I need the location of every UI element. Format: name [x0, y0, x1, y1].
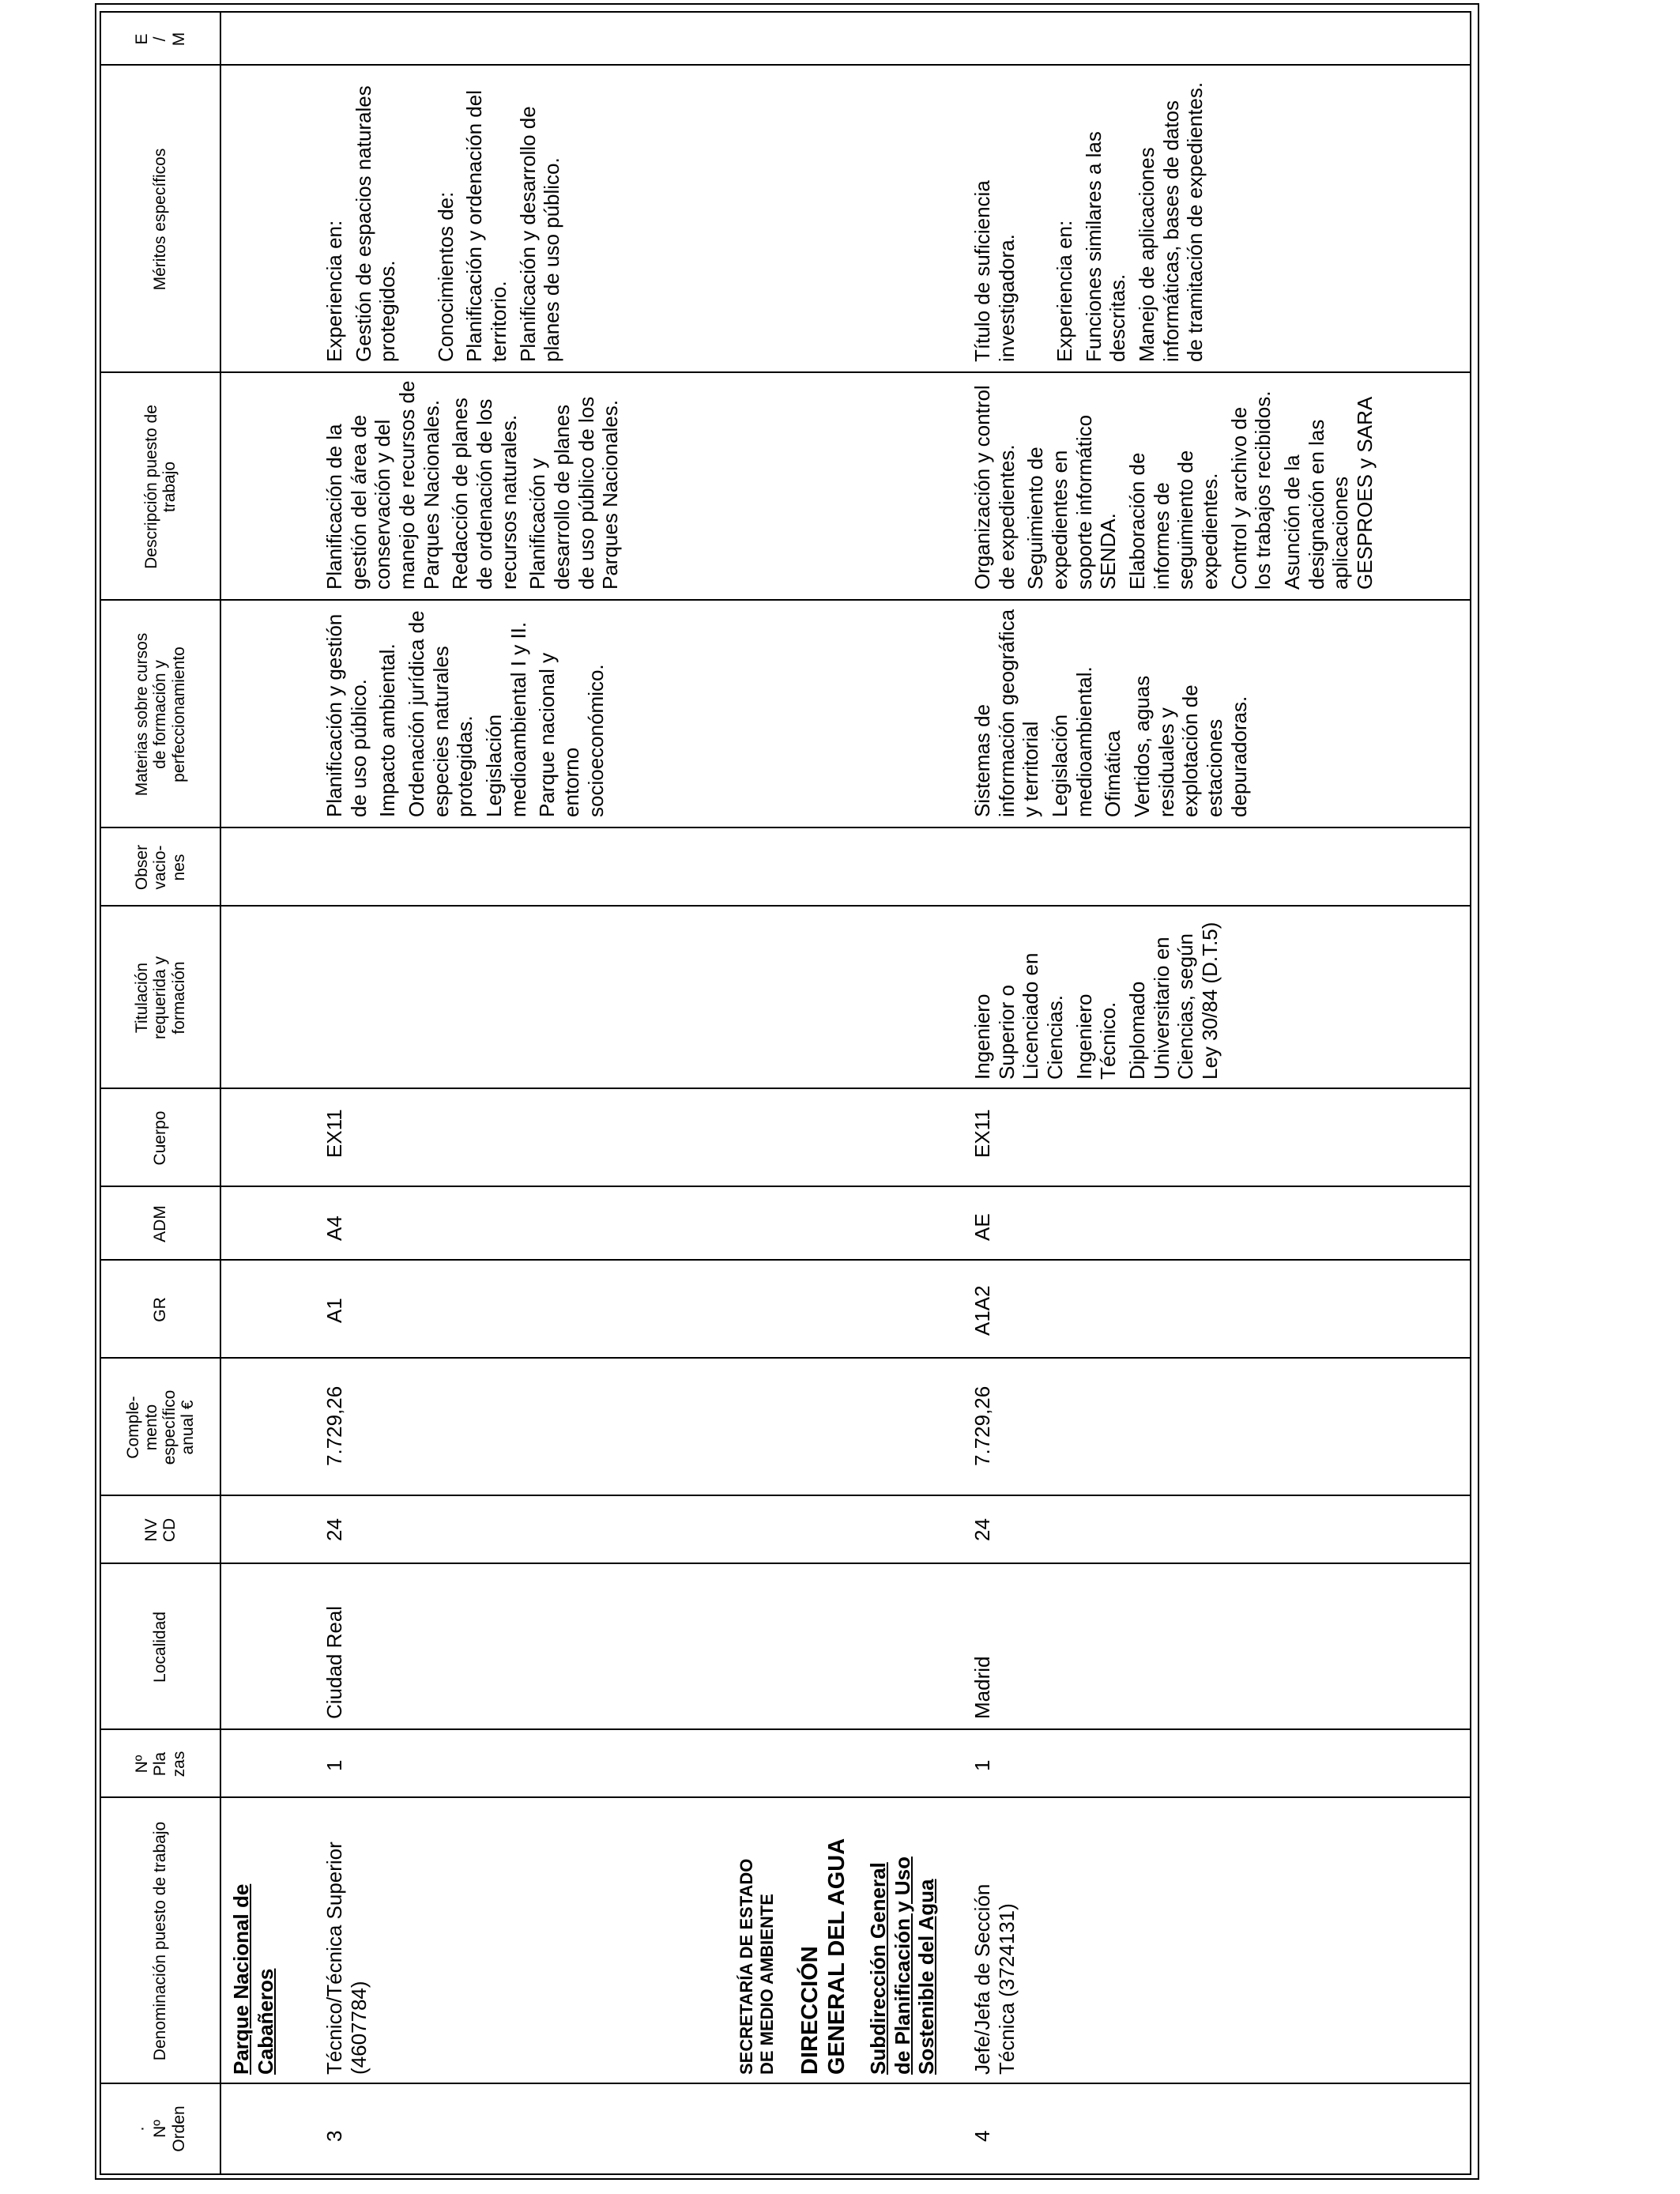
- cell-orden: 3: [322, 2130, 346, 2142]
- cell-grupo: A1: [322, 1298, 346, 1323]
- header-plazas: Nº Pla zas: [133, 1751, 188, 1777]
- col-divider: [101, 599, 1470, 601]
- cell-meritos: Título de suficiencia investigadora. Experiencia en: Funciones similares a las descritas. Manejo de aplicaciones informáticas, bases de datos de tramitación de expedientes.: [970, 81, 1207, 362]
- header-titulacion: Titulación requerida y formación: [133, 956, 188, 1040]
- cell-materias: Planificación y gestión de uso público. Impacto ambiental. Ordenación jurídica de especies naturales protegidas. Legislación medioambiental I y II. Parque nacional y entorno socioeconómico.: [322, 610, 608, 817]
- section-parque: Parque Nacional de Cabañeros: [229, 1883, 277, 2075]
- col-divider: [101, 1728, 1470, 1730]
- job-table: [100, 11, 1471, 2175]
- col-divider: [101, 1796, 1470, 1798]
- header-materias: Materias sobre cursos de formación y perfeccionamiento: [133, 632, 188, 797]
- header-localidad: Localidad: [151, 1612, 170, 1683]
- col-divider: [101, 827, 1470, 828]
- header-meritos: Méritos específicos: [151, 148, 170, 291]
- col-divider: [101, 1259, 1470, 1261]
- header-em: E / M: [133, 32, 188, 47]
- col-divider: [101, 371, 1470, 373]
- header-nivel: NV CD: [141, 1517, 179, 1543]
- cell-denominacion: Jefe/Jefa de Sección Técnica (3724131): [970, 1883, 1019, 2075]
- col-divider: [101, 2083, 1470, 2084]
- cell-localidad: Ciudad Real: [322, 1605, 346, 1719]
- section-secretaria: SECRETARÍA DE ESTADO DE MEDIO AMBIENTE: [736, 1858, 777, 2075]
- cell-cuerpo: EX11: [322, 1109, 346, 1158]
- section-direccion: DIRECCIÓN GENERAL DEL AGUA: [797, 1838, 850, 2075]
- col-divider: [101, 1495, 1470, 1496]
- header-descripcion: Descripción puesto de trabajo: [141, 405, 179, 569]
- cell-grupo: A1A2: [970, 1285, 994, 1336]
- cell-localidad: Madrid: [970, 1656, 994, 1719]
- cell-meritos: Experiencia en: Gestión de espacios naturales protegidos. Conocimientos de: Planificación y ordenación del territorio. Planificación y desarrollo de planes de uso público.: [322, 85, 564, 362]
- cell-descripcion: Planificación de la gestión del área de conservación y del manejo de recursos de Parques Nacionales. Redacción de planes de ordenación de los recursos naturales. Planificación y desarrollo de planes de uso público de los Parques Nacionales.: [322, 380, 623, 590]
- header-adm: ADM: [151, 1205, 170, 1242]
- col-divider: [101, 1563, 1470, 1564]
- cell-nivel: 24: [322, 1518, 346, 1541]
- cell-plazas: 1: [970, 1759, 994, 1771]
- col-divider: [101, 905, 1470, 907]
- header-grupo: GR: [151, 1297, 170, 1322]
- cell-denominacion: Técnico/Técnica Superior (4607784): [322, 1842, 371, 2075]
- cell-titulacion: Ingeniero Superior o Licenciado en Ciencias. Ingeniero Técnico. Diplomado Universitario en Ciencias, según Ley 30/84 (D.T.5): [970, 922, 1222, 1080]
- cell-materias: Sistemas de información geográfica y territorial Legislación medioambiental. Ofimática Vertidos, aguas residuales y explotación de estaciones depuradoras.: [970, 609, 1251, 817]
- cell-nivel: 24: [970, 1518, 994, 1541]
- cell-descripcion: Organización y control de expedientes. Seguimiento de expedientes en soporte informático SENDA. Elaboración de informes de seguimiento de expedientes. Control y archivo de los trabajos recibidos. Asunción de la designación en las aplicaciones GESPROES y SARA: [970, 385, 1377, 590]
- col-divider: [101, 1088, 1470, 1089]
- col-divider: [101, 1357, 1470, 1359]
- header-orden: · Nº Orden: [133, 2105, 188, 2152]
- header-complemento: Comple- mento específico anual €: [123, 1389, 198, 1465]
- cell-complemento: 7.729,26: [970, 1385, 994, 1466]
- cell-orden: 4: [970, 2130, 994, 2142]
- cell-adm: A4: [322, 1216, 346, 1241]
- header-denominacion: Denominación puesto de trabajo: [151, 1821, 170, 2061]
- cell-cuerpo: EX11: [970, 1109, 994, 1158]
- cell-adm: AE: [970, 1213, 994, 1241]
- col-divider: [101, 1186, 1470, 1187]
- cell-plazas: 1: [322, 1759, 346, 1771]
- header-divider: [220, 13, 221, 2173]
- section-subdireccion: Subdirección General de Planificación y Uso Sostenible del Agua: [866, 1857, 939, 2075]
- header-observaciones: Obser vacio- nes: [133, 844, 188, 891]
- cell-complemento: 7.729,26: [322, 1385, 346, 1466]
- header-cuerpo: Cuerpo: [151, 1110, 170, 1166]
- col-divider: [101, 64, 1470, 66]
